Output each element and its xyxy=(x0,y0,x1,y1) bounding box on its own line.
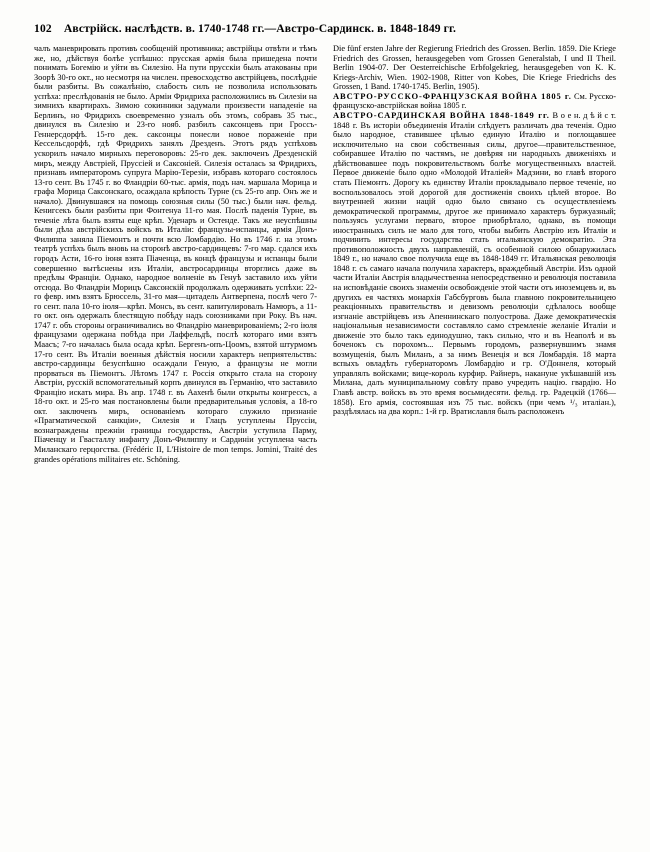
running-title: Австрійск. наслѣдств. в. 1740-1748 гг.—Австро-Сардинск. в. 1848-1849 гг. xyxy=(63,22,457,35)
column-container xyxy=(34,44,616,824)
entry-heading: АВСТРО-САРДИНСКАЯ ВОЙНА 1848-1849 гг. xyxy=(333,110,550,120)
entry-austro-russian-french-war xyxy=(333,92,616,111)
right-column-intro: Die fünf ersten Jahre der Regierung Friedrich des Grossen. Berlin. 1859. Die Kriege Friedrich des Grossen, herausgegeben vom Grossen Generalstab, I und II Theil. Berlin 1904-07. Der Oesterreichische Erbfolgekrieg, herausgegeben von K. K. Kriegs-Archiv, Wien. 1902-1908, Ritter von Kobes, Die Kriege Friedrichs des Grossen, 1 Band. 1740-1745. Berlin, 1905). xyxy=(333,44,616,92)
right-column xyxy=(333,44,616,824)
left-column xyxy=(34,44,317,824)
entry-body: В о е н. д ѣ й с т. 1848 г. Въ исторіи объединенія Италіи слѣдуетъ различать два теченія. Одно было народное, ставившее цѣлью единую Италію и поглощавшее исключительно на свои собственныя силы, другое—правительственное, собиравшее Италію по частямъ, не довѣряя ни народныхъ движеніяхъ и дѣйствовавшее подъ покровительствомъ болѣе могущественныхъ властей. Первое движеніе было одно «Молодой Италіей» Мадзини, во главѣ второго стать Піемонтъ. Дорогу къ единству Италіи прокладывало первое теченіе, но воспользовалось этой дорогой для достиженія своихъ цѣлей второе. Во внутренней жизни націй одно было связано съ осуществленіемъ демократической программы, другое же принимало характеръ буржуазный; пользуясь услугами перваго, второе приобрѣтало, однако, въ помощи иностранныхъ силъ не мало для того, чтобы выбить Австрію изъ Италіи и подчинить интересы государства стать итальянскую демократію. Эта противоположность двухъ направленій, съ особенной силою обнаружилась 1849 г., но начало свое получила еще въ 1848-1849 гг. Итальянская революція 1848 г. съ самаго начала получила характеръ, враждебный Австріи. Изъ одной части Италіи Австрія владычественна непосредственно и революція поставила на исповѣданіе своихъ знаменіи освобожденіе этой части отъ иноземцевъ и, въ другихъ ея частяхъ монархія Габсбурговъ была главною покровительницею реакціонныхъ правительствъ и девизомъ революціи сдѣлалось вообще изгнаніе австрійцевъ изъ Апеннинскаго полуострова. Даже демократическія національныя независимости составляло само стремленіе желаніе Италіи и движеніе это было такъ единодушно, такъ сильно, что и въ Неаполѣ и въ боченокъ съ порохомъ... Первымъ городомъ, развернувшимъ знамя возмущенія, былъ Миланъ, а за нимъ Венеція и вся Ломбардія. 18 марта вспыхъ овладѣть губернаторомъ Ломбардію и гр. О'Доннеля, который управлялъ войсками; вице-король курфир. Райнеръ, накануне укѣшавшій изъ Милана, далъ муниципальному совѣту право учредить націю. гвардію. Но Главѣ австр. войскъ въ это время восьмидесяти. фельд. гр. Радецкій (1766—1858). Его армія, состоявшая изъ 75 тыс. войскъ (при чемъ ¹/₃ италіан.), раздѣлялась на два корп.: 1-й гр. Вратиславля былъ расположенъ xyxy=(333,111,616,417)
entry-body: См. Русско-французско-австрійская война 1805 г. xyxy=(333,91,616,111)
left-column-body: чалъ маневрировать противъ сообщеній противника; австрійцы отвѣти и тѣмъ же, но, дѣйствуя болѣе успѣшно: прусская армія была пришедена почти понимать Богемію и уйти въ Силезію. На пути прусскіи былъ атакованы при Зоорѣ 30-го окт., но несмотря на числен. превосходство австрійцевъ, послѣдніе были разбиты. Въ сожалѣнію, слабость силъ не позволила использовать успѣха: преслѣдованія не было. Арміи Фридриха расположились въ Силезіи на зимнихъ квартирахъ. Зимою сокинники задумали произвести нападеніе на Берлинъ, но Фридрихъ своевременно узналъ объ этомъ, собравъ 35 тыс., двинулся въ Силезію и 23-го нояб. разбилъ саксонцевъ при Гроссъ-Геннерсдорфѣ. 15-го дек. саксонцы понесли новое пораженіе при Кессельсдорфѣ, гдѣ Фридрихъ занялъ Дрезденъ. Этотъ рядъ успѣховъ ускорилъ начало мирныхъ переговоровъ: 25-го дек. заключенъ Дрезденскій миръ, между Австріей, Пруссіей и Саксоніей. Силезія осталась за Фридрихъ, признавъ императоромъ супруга Марію-Терезіи, избравъ котораго состоялось 13-го сент. Въ 1745 г. во Фландріи 60-тыс. армія, подъ нач. маршала Морица и графа Морица Саксонскаго, осаждала крѣпость Турне (съ 25-го апр. Онъ же и начало). Двинувшаяся на помощь союзныя силы (50 тыс.) были нач. фельд. Кенигсекъ были разбиты при Фонтенуа 11-го мая. Послѣ паденія Турне, въ теченіе лѣта былъ взяты еще крѣп. Уденаръ и Остенде. Такъ же неуспѣшны были дѣла австрійскихъ войскъ въ Италіи: французы-испанцы, армія Донъ-Филиппа заняла Піемонтъ и почти всю Ломбардію. Но въ 1746 г. на этомъ театрѣ успѣхъ былъ вновь на сторонѣ австро-сардинцевъ: 7-го мар. сдался ихъ городъ Асти, 16-го іюня взята Піаченца, въ концѣ французы и испанцы были совершенно вытѣснены изъ Италіи, австросардинцы вторглись даже въ предѣлы Франціи. Однако, народное волненіе въ Генуѣ заставило ихъ уйти отсюда. Во Фландріи Морицъ Саксонскій продолжалъ одерживать успѣхи: 22-го февр. имъ взятъ Брюссель, 31-го мая—цитадель Антверпена, послѣ чего 7-го сент. пала 10-го іюля—крѣп. Монсъ, въ сент. капитулировалъ Намюръ, а 11-го окт. онъ одержалъ блестящую побѣду надъ союзниками при Року. Въ нач. 1747 г. объ стороны ограничивались во Фландрію маневрированіемъ; 2-го іюля французами одержана побѣда при Лаффельдѣ, послѣ котораго ими взятъ Маасъ; 7-го началась была осада крѣп. Бергенъ-опъ-Цоомъ, взятой штурмомъ 17-го сент. Въ Италіи военныя дѣйствія носили характеръ неприятельствъ: австро-сардинцы безуспѣшно осаждали Геную, а французы не могли прорваться въ Піемонтъ. Лѣтомъ 1747 г. Россія открыто стала на сторону Австріи, русскій вспомогательный корпъ двинулся въ Германію, что заставило Францію искать мира. Въ апр. 1748 г. въ Аахенѣ были открыты конгрессъ, а 18-го окт. и 25-го мая постановлены были предварительныя условія, а 18-го окт. заключенъ миръ, основаніемъ котораго служило признаніе «Прагматической санкціи», Силезія и Глацъ уступлены Пруссіи, вознаграждены прежніи границы государствъ, Австріи уступила Парму, Піаченцу и Гвасталлу инфанту Донъ-Филиппу и Сардиніи уступлена часть Миланскаго герцогства. (Frédéric II, L'Histoire de mon temps. Jomini, Traité des grandes opérations militaires etc. Schöning. xyxy=(34,44,317,464)
entry-heading: АВСТРО-РУССКО-ФРАНЦУЗСКАЯ ВОЙНА 1805 г. xyxy=(333,90,572,101)
page-number: 102 xyxy=(34,23,52,35)
page-header xyxy=(34,22,616,35)
entry-austro-sardinian-war xyxy=(333,111,616,417)
